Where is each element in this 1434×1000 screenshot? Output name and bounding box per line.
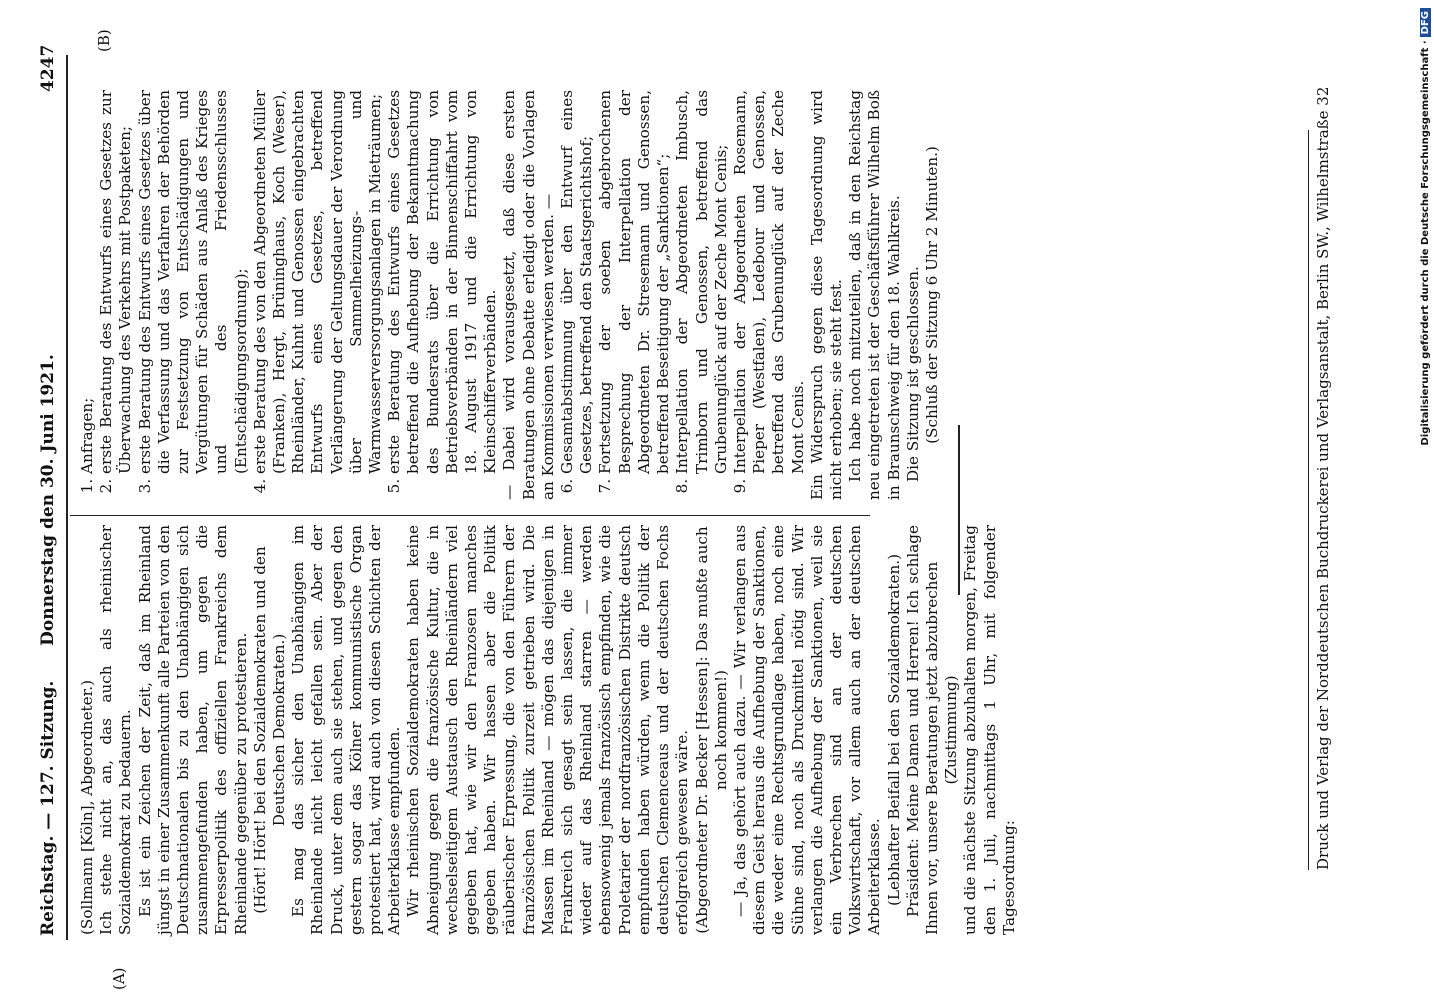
header-rule (66, 55, 68, 940)
agenda-item: 4. erste Beratung des von den Abgeordneten Müller (Franken), Hergt, Brüninghaus, Koch (Weser), Rheinländer, Kuhnt und Genossen eingebrachten Entwurfs eines Gesetzes, betreffend Verlängerung der Geltungsdauer der Verordnung über Sammelheizungs- und Warmwasserversorgungsanlagen in Mieträumen; (251, 90, 385, 474)
dfg-logo: DFG (1420, 8, 1431, 37)
paragraph: Ich stehe nicht an, das auch als rheinischer Sozialdemokrat zu bedauern. (97, 525, 135, 935)
paragraph: Präsident: Meine Damen und Herren! Ich schlage Ihnen vor, unsere Beratungen jetzt abzubrechen (903, 525, 941, 935)
printer-imprint: Druck und Verlag der Norddeutschen Buchdruckerei und Verlagsanstalt, Berlin SW., Wilhelmstraße 32 (1314, 86, 1332, 870)
agenda-item: 2. erste Beratung des Entwurfs eines Gesetzes zur Überwachung des Verkehrs mit Postpaketen; (97, 90, 135, 474)
agenda-item: 8. Interpellation der Abgeordneten Imbusch, Trimborn und Genossen, betreffend das Grubenunglück auf der Zeche Mont Cenis; (673, 90, 731, 474)
digitization-credit (1420, 0, 1431, 1000)
agenda-note: — Dabei wird vorausgesetzt, daß diese ersten Beratungen ohne Debatte erledigt oder die Vorlagen an Kommissionen verwiesen werden. — (500, 90, 557, 500)
interjection: (Abgeordneter Dr. Becker [Hessen]: Das mußte auch noch kommen!) (692, 526, 730, 934)
digitization-text: Digitalisierung gefördert durch die Deutsche Forschungsgemeinschaft · (1420, 40, 1431, 446)
paragraph: Die Sitzung ist geschlossen. (903, 266, 922, 482)
page-number: 4247 (38, 44, 58, 92)
agenda-item: 6. Gesamtabstimmung über den Entwurf eines Gesetzes, betreffend den Staatsgerichtshof; (558, 90, 596, 474)
left-column (78, 525, 1019, 935)
interjection: (Hört! Hört! bei den Sozialdemokraten und den Deutschen Demokraten.) (250, 546, 289, 914)
paragraph: Ein Widerspruch gegen diese Tagesordnung wird nicht erhoben; sie steht fest. (807, 90, 845, 500)
agenda-item: 3. erste Beratung des Entwurfs eines Gesetzes über die Verfassung und das Verfahren der Behörden zur Festsetzung von Entschädigungen und Vergütungen für Schäden aus Anlaß des Krieges und des Friedensschlusses (Entschädigungsordnung); (136, 90, 251, 474)
end-rule (958, 425, 960, 595)
interjection: (Lebhafter Beifall bei den Sozialdemokraten.) (884, 554, 903, 907)
agenda-list (78, 90, 500, 500)
column-divider (70, 515, 870, 516)
margin-marker-a: (A) (110, 967, 128, 990)
agenda-item: 7. Fortsetzung der soeben abgebrochenen Besprechung der Interpellation der Abgeordneten Dr. Stresemann und Genossen, betreffend Beseitigung der „Sanktionen“; (596, 90, 673, 474)
agenda-item: 1. Anfragen; (78, 90, 97, 474)
paragraph: und die nächste Sitzung abzuhalten morgen, Freitag den 1. Juli, nachmittags 1 Uhr, mit folgender Tagesordnung: (961, 525, 1018, 935)
agenda-list-continued (558, 90, 808, 500)
interjection: (Zustimmung) (942, 675, 961, 785)
margin-marker-b: (B) (95, 29, 113, 52)
agenda-item: 5. erste Beratung des Entwurfs eines Gesetzes betreffend die Aufhebung der Bekanntmachung des Bundesrats über die Errichtung von Betriebsverbänden in der Binnenschiffahrt vom 18. August 1917 und die Errichtung von Kleinschifferverbänden. (385, 90, 500, 474)
speaker-line: (Sollmann [Köln], Abgeordneter.) (78, 680, 96, 935)
paragraph: Wir rheinischen Sozialdemokraten haben keine Abneigung gegen die französische Kultur, die in wechselseitigem Austausch den Rheinländern viel gegeben hat, wie wir den Franzosen manches gegeben haben. Wir hassen aber die Politik räuberischer Erpressung, die von den Führern der französischen Politik zurzeit getrieben wird. Die Massen im Rheinland — mögen das diejenigen in Frankreich sich gesagt sein lassen, die immer wieder auf das Rheinland starren — werden ebensowenig jemals französisch empfinden, wie die Proletarier der nordfranzösischen Distrikte deutsch empfunden haben würden, wenn die Politik der deutschen Clemenceaus und der deutschen Fochs erfolgreich gewesen wäre. (404, 525, 692, 935)
paragraph: — Ja, das gehört auch dazu. — Wir verlangen aus diesem Geist heraus die Aufhebung der Sanktionen, die weder eine Rechtsgrundlage haben, noch eine Sühne sind, noch als Druckmittel nötig sind. Wir verlangen die Aufhebung der Sanktionen, weil sie ein Verbrechen sind an der deutschen Volkswirtschaft, vor allem auch an der deutschen Arbeiterklasse. (730, 525, 884, 935)
closing-note: (Schluß der Sitzung 6 Uhr 2 Minuten.) (922, 146, 941, 444)
paragraph: Es ist ein Zeichen der Zeit, daß im Rheinland jüngst in einer Zusammenkunft alle Parteien von den Deutschnationalen bis zu den Unabhängigen sich zusammengefunden haben, um gegen die Erpresserpolitik des offiziellen Frankreichs dem Rheinlande gegenüber zu protestieren. (135, 525, 250, 935)
running-header-date: Donnerstag den 30. Juni 1921. (38, 354, 58, 646)
right-column (78, 90, 942, 500)
paragraph: Ich habe noch mitzuteilen, daß in den Reichstag neu eingetreten ist der Geschäftsführer Wilhelm Boß in Braunschweig für den 18. Wahlkreis. (846, 90, 903, 500)
running-header-left: Reichstag. — 127. Sitzung. (38, 680, 58, 936)
agenda-item: 9. Interpellation der Abgeordneten Rosemann, Pieper (Westfalen), Ledebour und Genossen, betreffend das Grubenunglück auf der Zeche Mont Cenis. (731, 90, 808, 474)
footer-rule (1308, 130, 1309, 870)
paragraph: Es mag das sicher den Unabhängigen im Rheinlande nicht leicht gefallen sein. Aber der Druck, unter dem auch sie stehen, und gegen den gestern sogar das Kölner kommunistische Organ protestiert hat, wird auch von diesen Schichten der Arbeiterklasse empfunden. (289, 525, 404, 935)
